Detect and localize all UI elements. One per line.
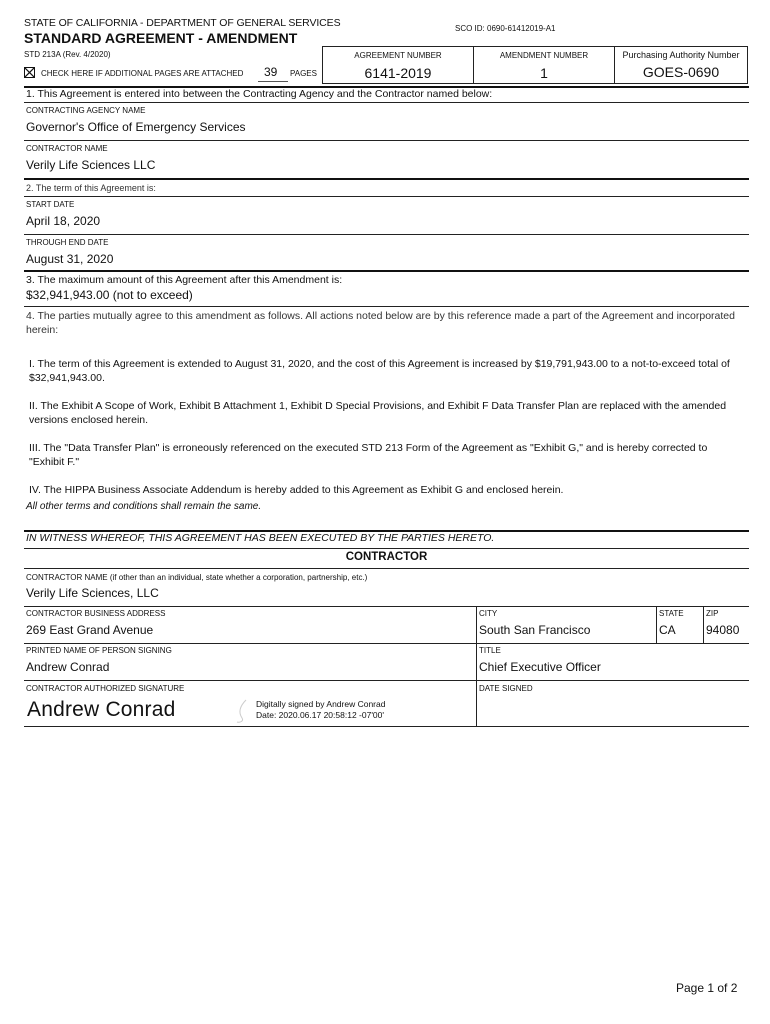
section4-intro: 4. The parties mutually agree to this amendment as follows. All actions noted below are by this reference made a part of the Agreement and incorporated herein: [26, 310, 735, 336]
business-address-label: CONTRACTOR BUSINESS ADDRESS [26, 609, 166, 618]
checkbox-label: CHECK HERE IF ADDITIONAL PAGES ARE ATTACHED [41, 69, 244, 78]
contractor-name-value: Verily Life Sciences LLC [26, 158, 156, 172]
agreement-number-value: 6141-2019 [364, 65, 432, 81]
amendment-item-3: III. The "Data Transfer Plan" is erroneously referenced on the executed STD 213 Form of the Agreement as "Exhibit G," and is hereby corrected to "Exhibit F." [29, 442, 708, 468]
purchasing-authority-label: Purchasing Authority Number [622, 50, 740, 60]
amendment-number-label: AMENDMENT NUMBER [499, 51, 589, 60]
page-number: Page 1 of 2 [676, 981, 738, 995]
max-amount-value: $32,941,943.00 (not to exceed) [26, 288, 193, 302]
end-date-label: THROUGH END DATE [26, 238, 109, 247]
amendment-item-1: I. The term of this Agreement is extended to August 31, 2020, and the cost of this Agreement is increased by $19,791,943.00 to a not-to-exceed total of $32,941,943.00. [29, 358, 730, 384]
digital-signature-line-2: Date: 2020.06.17 20:58:12 -07'00' [256, 710, 385, 720]
purchasing-authority-value: GOES-0690 [642, 64, 720, 80]
zip-label: ZIP [706, 609, 719, 618]
section1-intro: 1. This Agreement is entered into between the Contracting Agency and the Contractor named below: [26, 88, 493, 100]
amendment-closing: All other terms and conditions shall remain the same. [26, 501, 262, 512]
sco-id: SCO ID: 0690-61412019-A1 [455, 24, 556, 33]
amendment-item-4: IV. The HIPPA Business Associate Addendum is hereby added to this Agreement as Exhibit G and enclosed herein. [29, 484, 564, 496]
printed-name-label: PRINTED NAME OF PERSON SIGNING [26, 646, 172, 655]
state-label: STATE [659, 609, 684, 618]
end-date-value: August 31, 2020 [26, 252, 114, 266]
digital-signature-line-1: Digitally signed by Andrew Conrad [256, 699, 386, 709]
checkmark-x-icon [25, 68, 34, 77]
printed-name-value: Andrew Conrad [26, 660, 110, 674]
form-title: STANDARD AGREEMENT - AMENDMENT [24, 30, 298, 46]
amendment-number-value: 1 [540, 65, 548, 81]
section3-intro: 3. The maximum amount of this Agreement after this Amendment is: [26, 274, 343, 286]
city-label: CITY [479, 609, 498, 618]
contractor-name-label: CONTRACTOR NAME [26, 144, 108, 153]
signature-stroke-icon [234, 698, 252, 724]
agency-name-label: CONTRACTING AGENCY NAME [26, 106, 146, 115]
form-number: STD 213A (Rev. 4/2020) [24, 50, 111, 59]
start-date-value: April 18, 2020 [26, 214, 101, 228]
title-label: TITLE [479, 646, 501, 655]
title-value: Chief Executive Officer [479, 660, 601, 674]
state-value: CA [659, 623, 676, 637]
agency-line: STATE OF CALIFORNIA - DEPARTMENT OF GENERAL SERVICES [24, 17, 341, 29]
zip-value: 94080 [706, 623, 740, 637]
signature-name: Andrew Conrad [27, 698, 176, 721]
witness-statement: IN WITNESS WHEREOF, THIS AGREEMENT HAS BEEN EXECUTED BY THE PARTIES HERETO. [26, 532, 495, 544]
amendment-item-2: II. The Exhibit A Scope of Work, Exhibit B Attachment 1, Exhibit D Special Provisions, and Exhibit F Data Transfer Plan are replaced with the amended versions enclosed herein. [29, 400, 727, 426]
contractor-heading: CONTRACTOR [345, 551, 428, 563]
start-date-label: START DATE [26, 200, 75, 209]
contractor-signatory-name-label: CONTRACTOR NAME (if other than an individual, state whether a corporation, partnership, etc.) [26, 573, 368, 582]
section2-intro: 2. The term of this Agreement is: [26, 183, 156, 193]
business-address-value: 269 East Grand Avenue [26, 623, 154, 637]
pages-label: PAGES [290, 69, 317, 78]
agency-name-value: Governor's Office of Emergency Services [26, 120, 246, 134]
contractor-signatory-name-value: Verily Life Sciences, LLC [26, 586, 159, 600]
additional-pages-checkbox[interactable] [24, 67, 35, 78]
city-value: South San Francisco [479, 623, 591, 637]
agreement-number-label: AGREEMENT NUMBER [354, 51, 442, 60]
pages-count: 39 [264, 65, 278, 79]
date-signed-label: DATE SIGNED [479, 684, 533, 693]
signature-label: CONTRACTOR AUTHORIZED SIGNATURE [26, 684, 185, 693]
